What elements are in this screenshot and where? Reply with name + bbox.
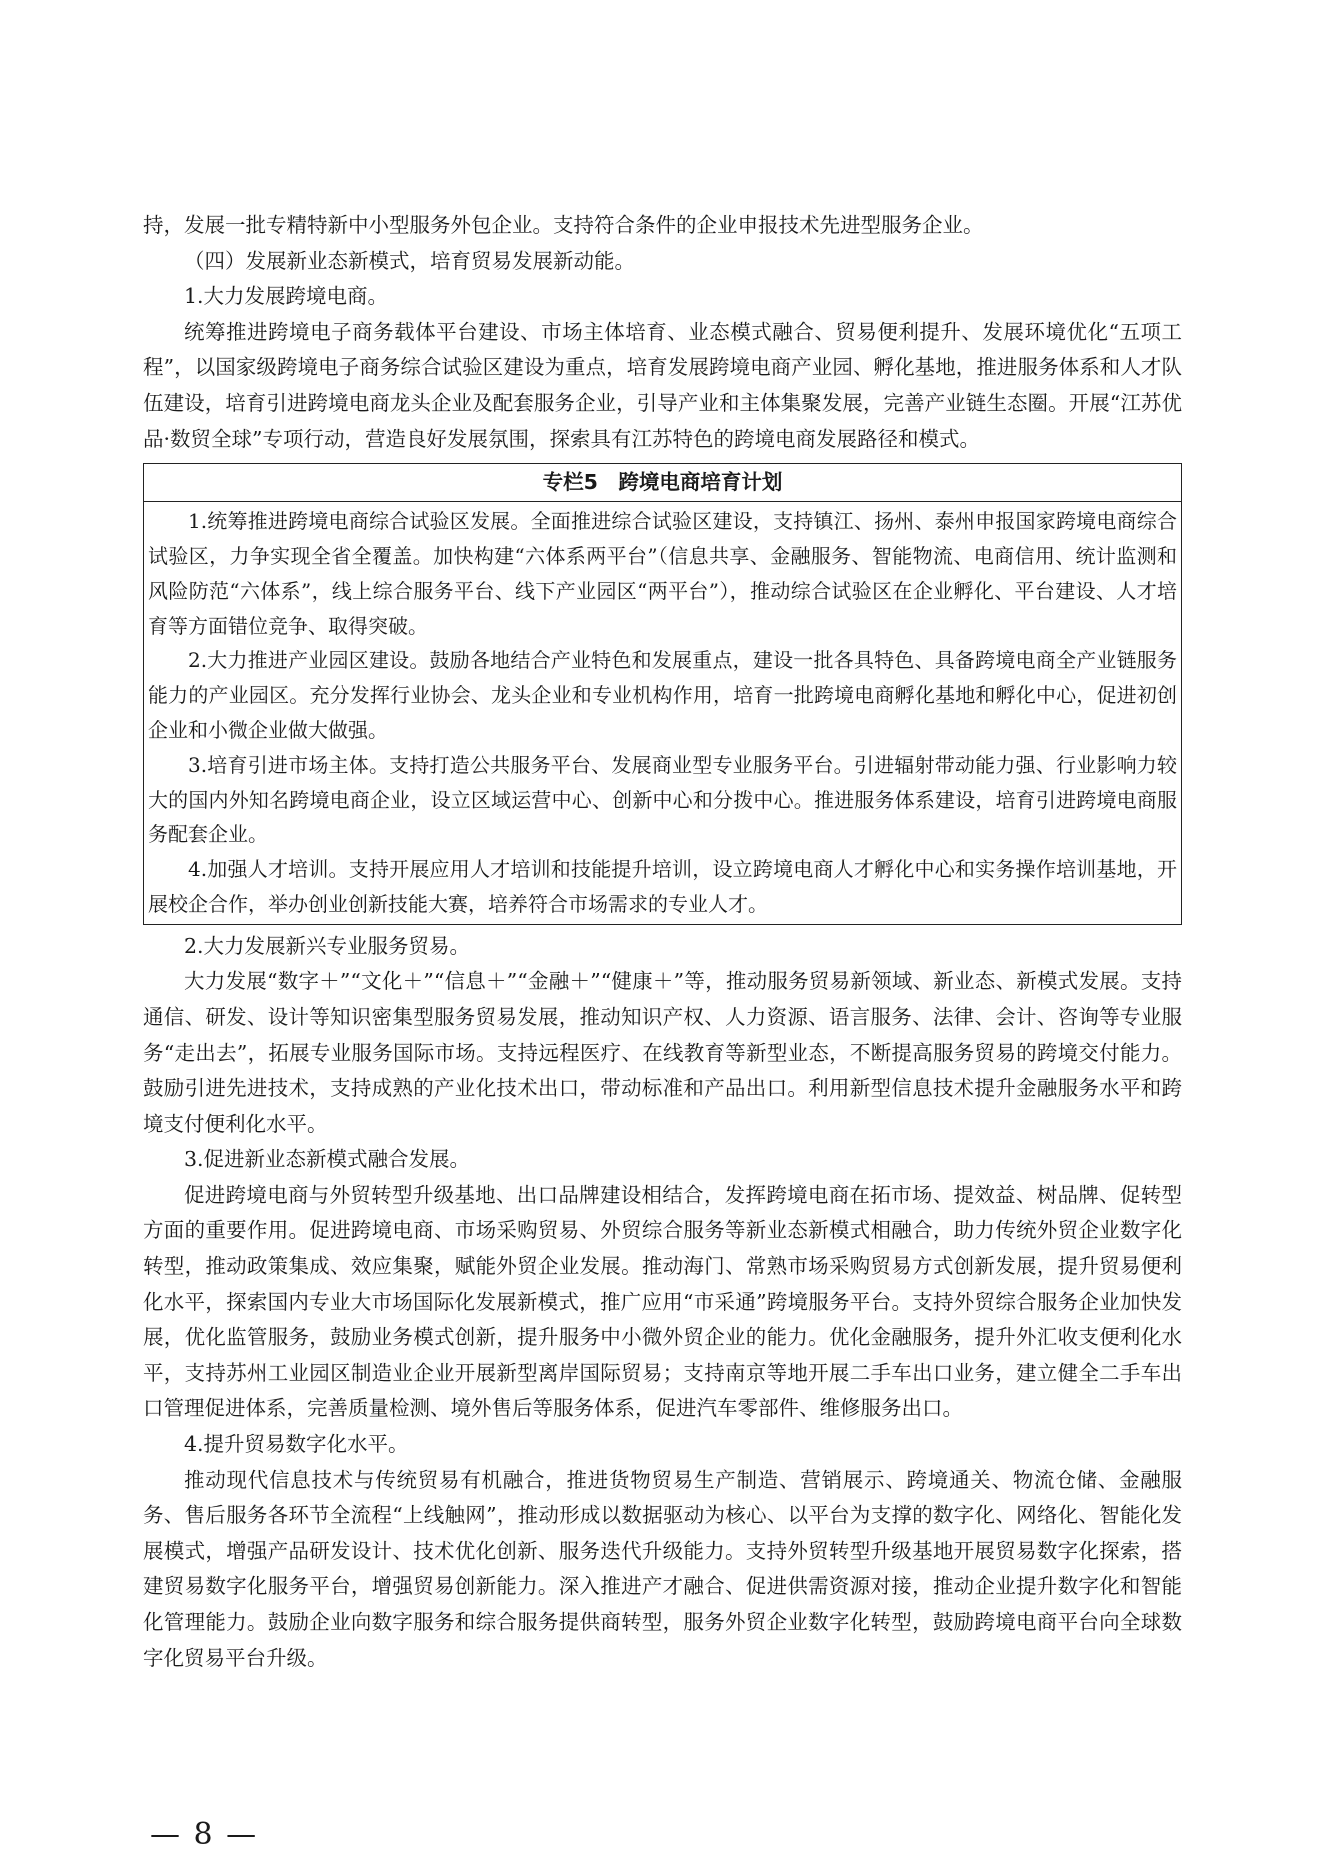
page-number: — 8 — — [150, 1817, 259, 1852]
box-list-item: 3.培育引进市场主体。支持打造公共服务平台、发展商业型专业服务平台。引进辐射带动能力强、行业影响力较大的国内外知名跨境电商企业，设立区域运营中心、创新中心和分拨中心。推进服务体系建设，培育引进跨境电商服务配套企业。 — [148, 752, 1177, 847]
paragraph: 促进跨境电商与外贸转型升级基地、出口品牌建设相结合，发挥跨境电商在拓市场、提效益、树品牌、促转型方面的重要作用。促进跨境电商、市场采购贸易、外贸综合服务等新业态新模式相融合，助力传统外贸企业数字化转型，推动政策集成、效应集聚，赋能外贸企业发展。推动海门、常熟市场采购贸易方式创新发展，提升贸易便利化水平，探索国内专业大市场国际化发展新模式，推广应用“市采通”跨境服务平台。支持外贸综合服务企业加快发展，优化监管服务，鼓励业务模式创新，提升服务中小微外贸企业的能力。优化金融服务，提升外汇收支便利化水平，支持苏州工业园区制造业企业开展新型离岸国际贸易；支持南京等地开展二手车出口业务，建立健全二手车出口管理促进体系，完善质量检测、境外售后等服务体系，促进汽车零部件、维修服务出口。 — [143, 1182, 1182, 1421]
feature-box-body — [144, 502, 1181, 924]
paragraph: 3.促进新业态新模式融合发展。 — [184, 1147, 471, 1172]
paragraph: 4.提升贸易数字化水平。 — [184, 1432, 409, 1457]
box-list-item: 1.统筹推进跨境电商综合试验区发展。全面推进综合试验区建设，支持镇江、扬州、泰州申报国家跨境电商综合试验区，力争实现全省全覆盖。加快构建“六体系两平台”（信息共享、金融服务、智能物流、电商信用、统计监测和风险防范“六体系”，线上综合服务平台、线下产业园区“两平台”），推动综合试验区在企业孵化、平台建设、人才培育等方面错位竞争、取得突破。 — [148, 509, 1177, 638]
document-page — [143, 208, 1182, 1676]
paragraph: （四）发展新业态新模式，培育贸易发展新动能。 — [184, 248, 635, 273]
box-list-item: 2.大力推进产业园区建设。鼓励各地结合产业特色和发展重点，建设一批各具特色、具备跨境电商全产业链服务能力的产业园区。充分发挥行业协会、龙头企业和专业机构作用，培育一批跨境电商孵化基地和孵化中心，促进初创企业和小微企业做大做强。 — [148, 648, 1177, 742]
paragraph: 1.大力发展跨境电商。 — [184, 284, 389, 309]
paragraph: 大力发展“数字＋”“文化＋”“信息＋”“金融＋”“健康＋”等，推动服务贸易新领域、新业态、新模式发展。支持通信、研发、设计等知识密集型服务贸易发展，推动知识产权、人力资源、语言服务、法律、会计、咨询等专业服务“走出去”，拓展专业服务国际市场。支持远程医疗、在线教育等新型业态，不断提高服务贸易的跨境交付能力。鼓励引进先进技术，支持成熟的产业化技术出口，带动标准和产品出口。利用新型信息技术提升金融服务水平和跨境支付便利化水平。 — [143, 969, 1182, 1136]
paragraph: 推动现代信息技术与传统贸易有机融合，推进货物贸易生产制造、营销展示、跨境通关、物流仓储、金融服务、售后服务各环节全流程“上线触网”，推动形成以数据驱动为核心、以平台为支撑的数字化、网络化、智能化发展模式，增强产品研发设计、技术优化创新、服务迭代升级能力。支持外贸转型升级基地开展贸易数字化探索，搭建贸易数字化服务平台，增强贸易创新能力。深入推进产才融合、促进供需资源对接，推动企业提升数字化和智能化管理能力。鼓励企业向数字服务和综合服务提供商转型，服务外贸企业数字化转型，鼓励跨境电商平台向全球数字化贸易平台升级。 — [143, 1467, 1182, 1670]
paragraph: 2.大力发展新兴专业服务贸易。 — [184, 933, 471, 958]
feature-box-title: 专栏5 跨境电商培育计划 — [144, 464, 1181, 502]
feature-box — [143, 463, 1182, 925]
paragraph: 持，发展一批专精特新中小型服务外包企业。支持符合条件的企业申报技术先进型服务企业。 — [143, 213, 984, 237]
box-list-item: 4.加强人才培训。支持开展应用人才培训和技能提升培训，设立跨境电商人才孵化中心和实务操作培训基地，开展校企合作，举办创业创新技能大赛，培养符合市场需求的专业人才。 — [148, 857, 1177, 916]
section-after-box — [143, 929, 1182, 1676]
paragraph: 统筹推进跨境电子商务载体平台建设、市场主体培育、业态模式融合、贸易便利提升、发展环境优化“五项工程”，以国家级跨境电子商务综合试验区建设为重点，培育发展跨境电商产业园、孵化基地，推进服务体系和人才队伍建设，培育引进跨境电商龙头企业及配套服务企业，引导产业和主体集聚发展，完善产业链生态圈。开展“江苏优品·数贸全球”专项行动，营造良好发展氛围，探索具有江苏特色的跨境电商发展路径和模式。 — [143, 319, 1182, 451]
section-before-box — [143, 208, 1182, 457]
